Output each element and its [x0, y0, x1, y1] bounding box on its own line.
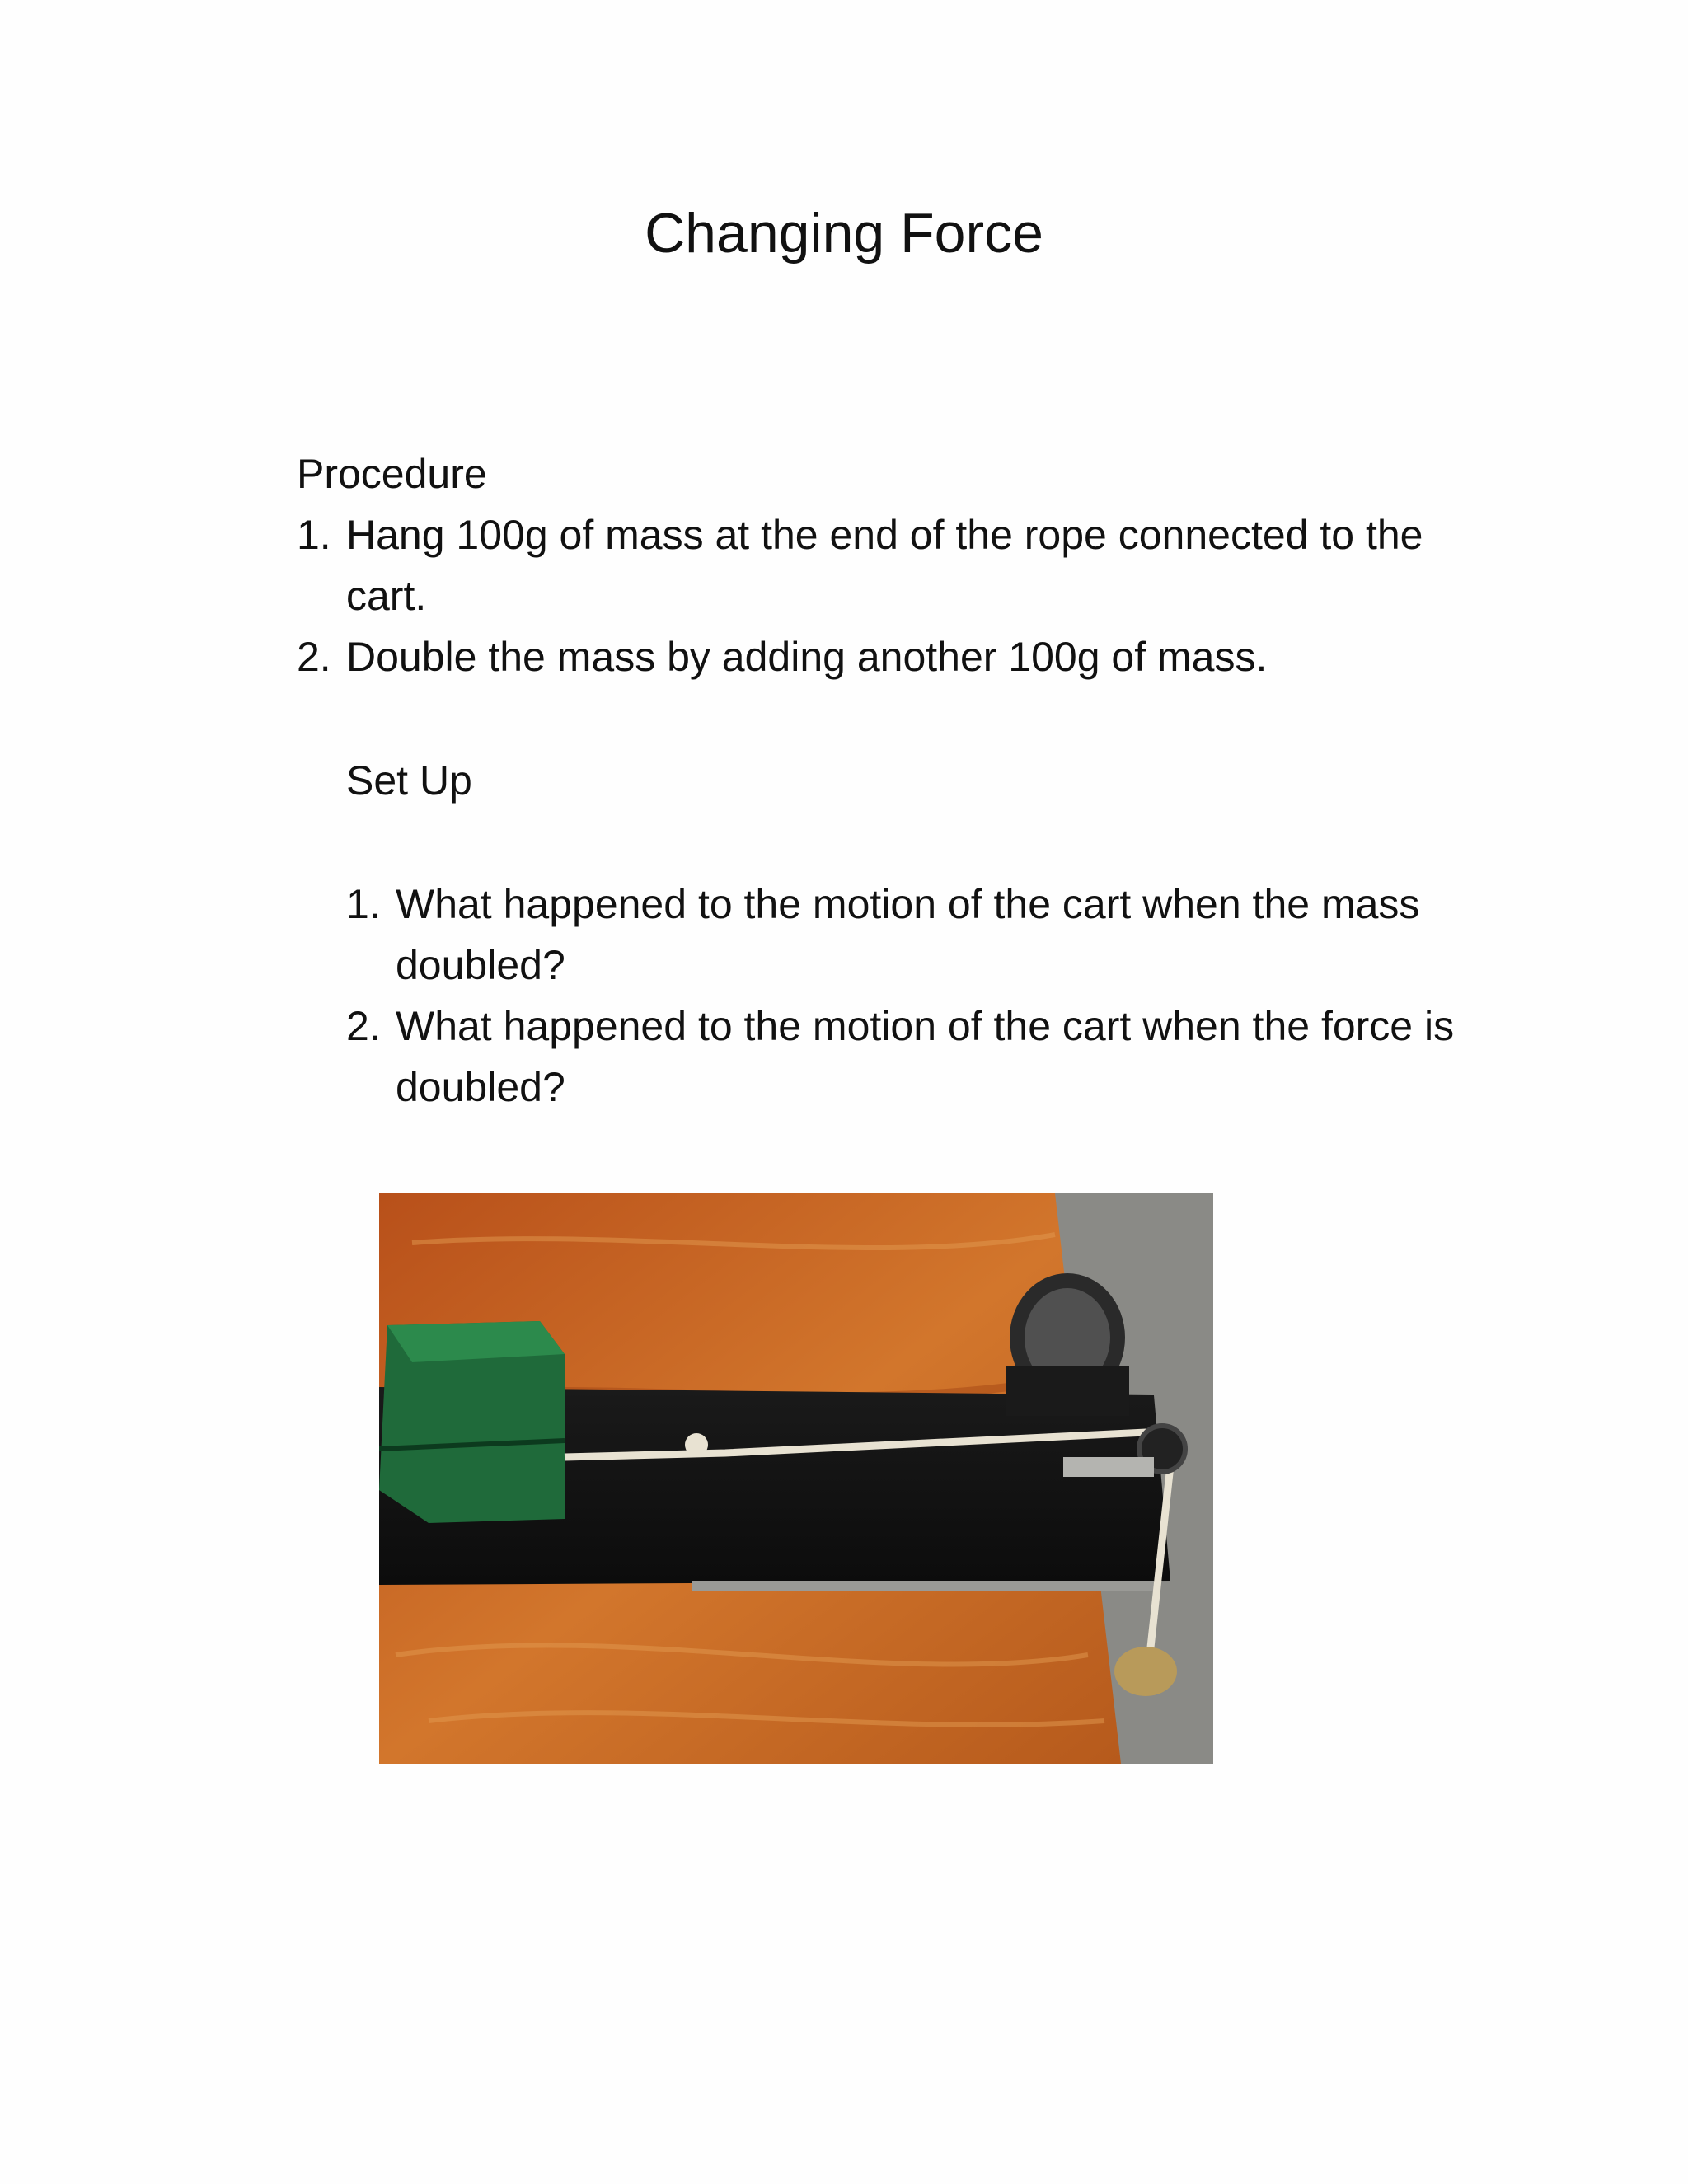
list-number: 1. [346, 881, 381, 927]
page-title: Changing Force [645, 202, 1043, 265]
list-number: 2. [297, 634, 331, 680]
list-number: 1. [297, 512, 331, 558]
list-text: Hang 100g of mass at the end of the rope connected to the cart. [346, 512, 1423, 619]
procedure-list [297, 504, 1484, 687]
cart-apparatus-image [379, 1193, 1213, 1764]
setup-photo [379, 1193, 1213, 1764]
list-item [297, 626, 1484, 687]
procedure-heading: Procedure [297, 451, 487, 497]
hanging-mass [1114, 1647, 1177, 1696]
list-text: What happened to the motion of the cart when the mass doubled? [396, 881, 1420, 988]
list-item [346, 874, 1500, 996]
list-text: What happened to the motion of the cart when the force is doubled? [396, 1003, 1455, 1110]
list-item [346, 996, 1500, 1118]
setup-heading: Set Up [346, 757, 472, 804]
question-list [346, 874, 1500, 1118]
list-item [297, 504, 1484, 626]
list-number: 2. [346, 1003, 381, 1049]
list-text: Double the mass by adding another 100g of mass. [346, 634, 1268, 680]
